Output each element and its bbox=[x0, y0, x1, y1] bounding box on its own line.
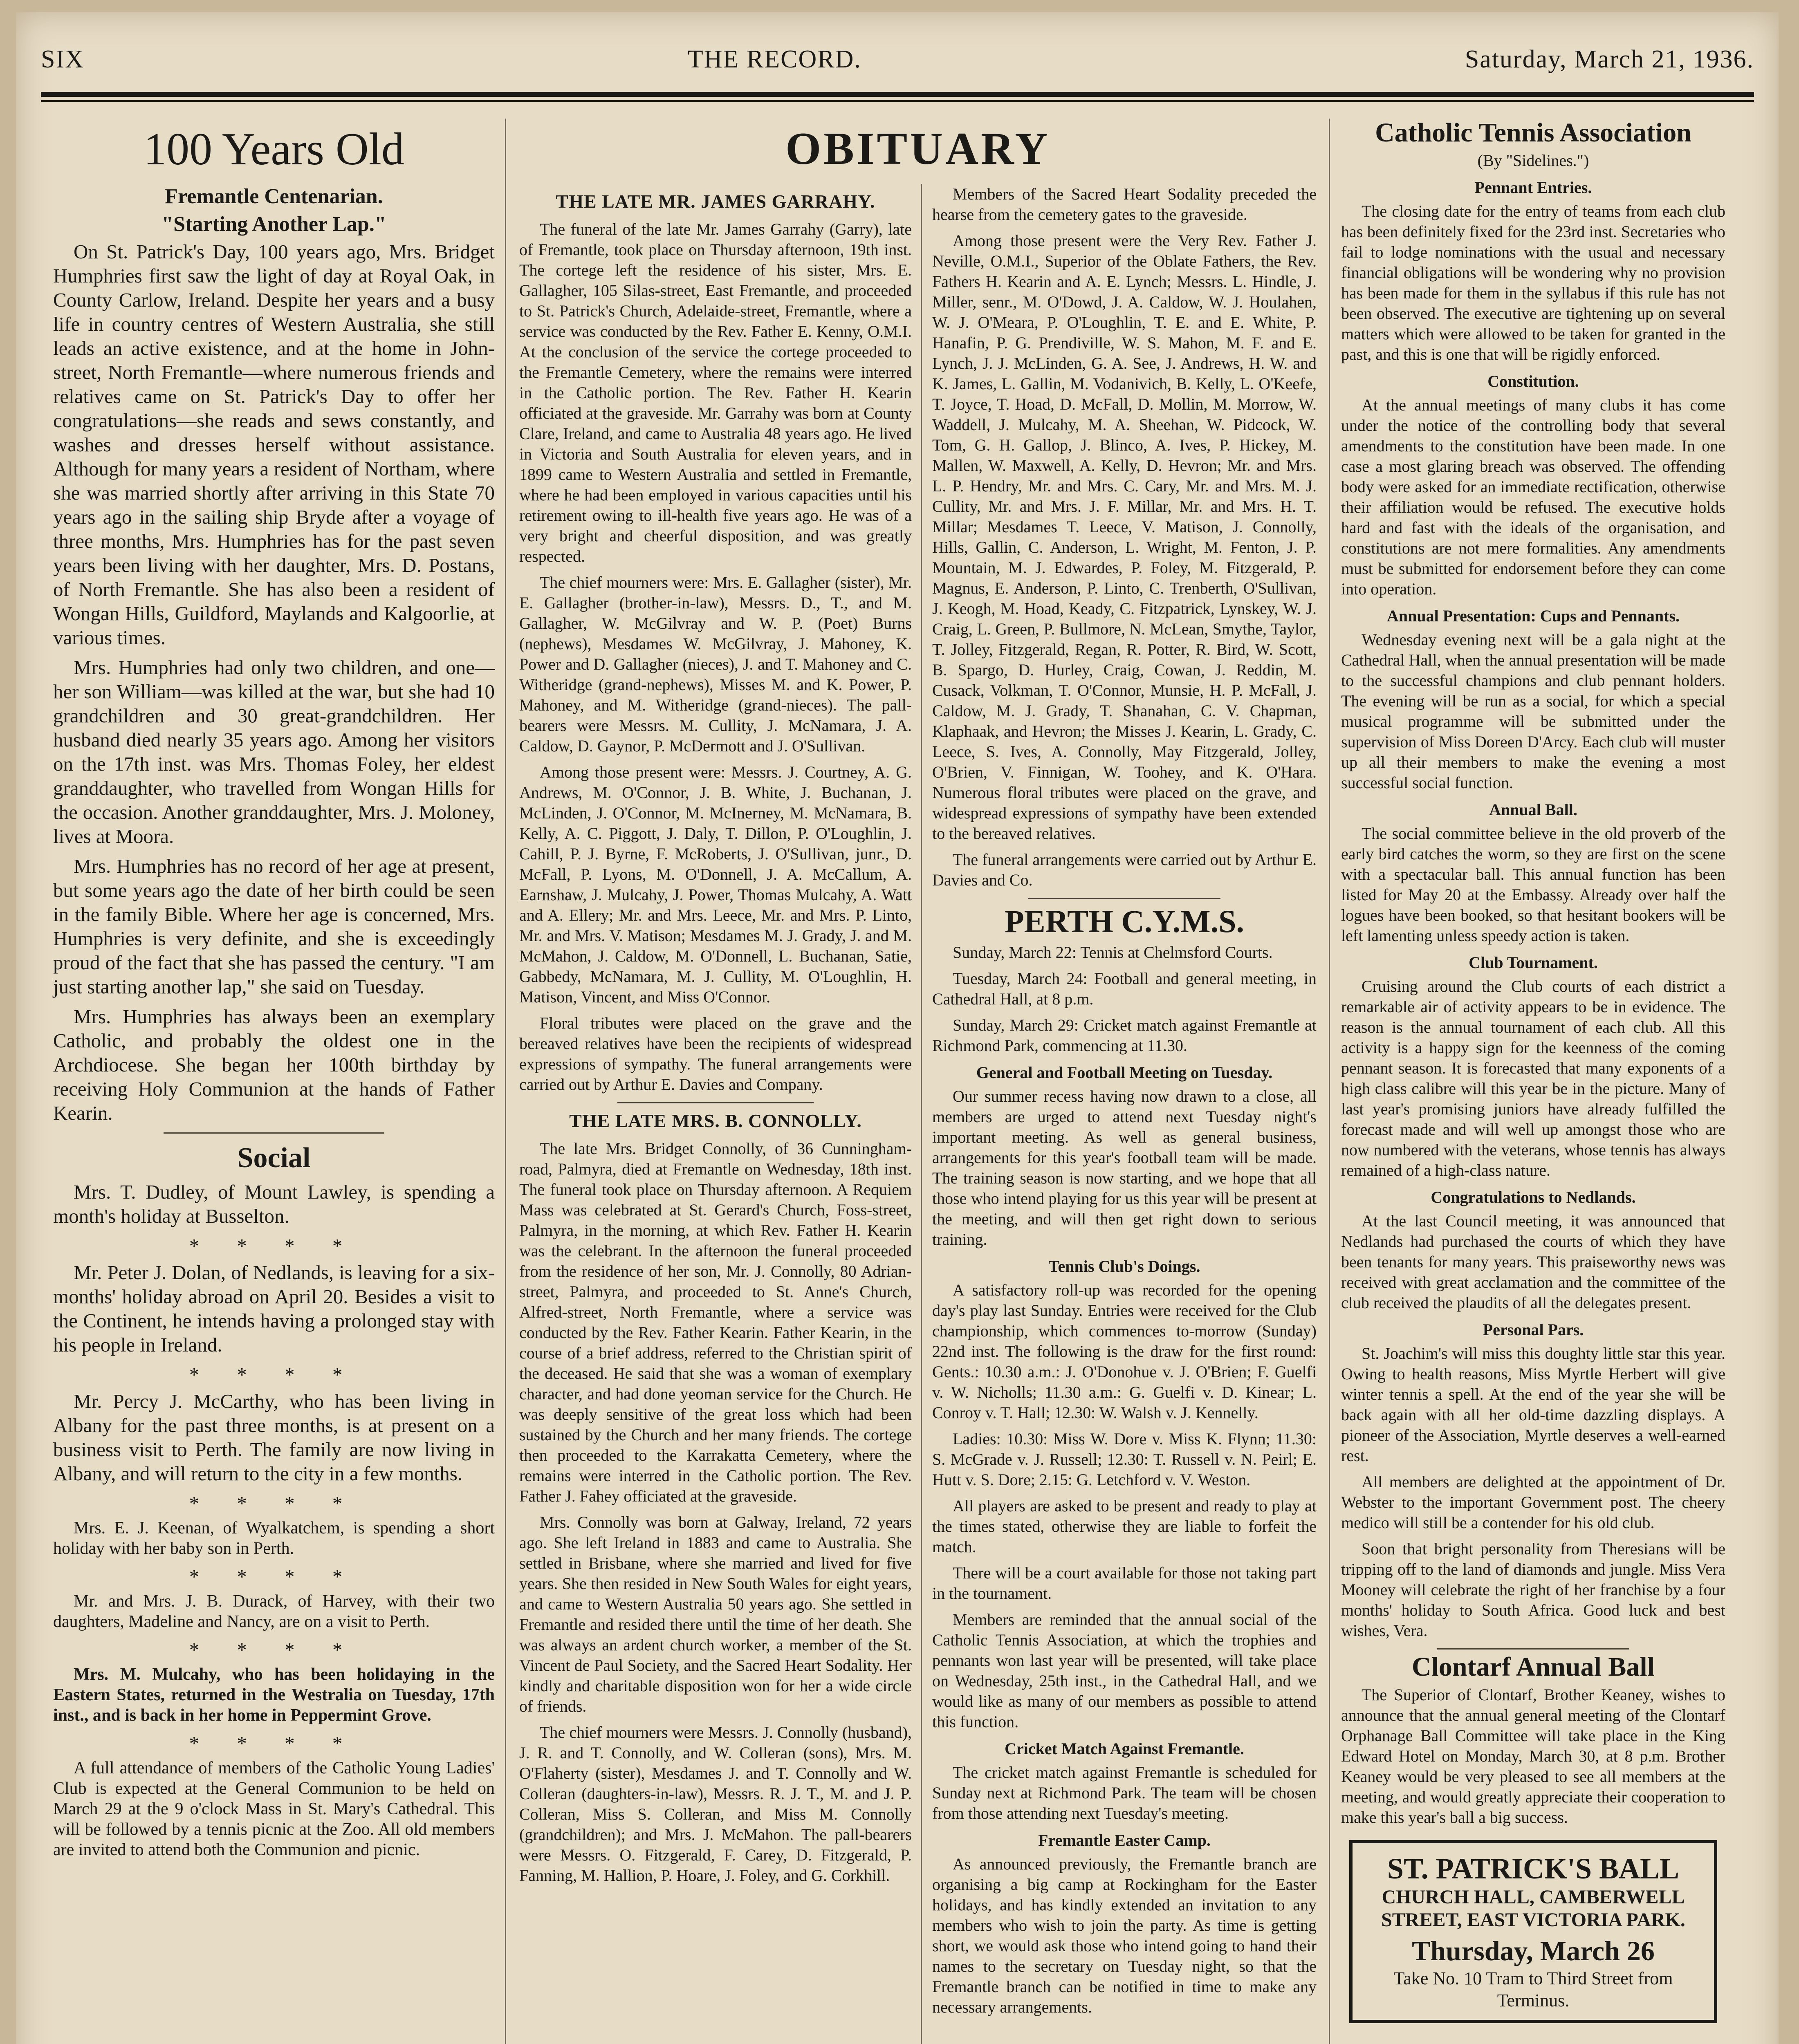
paragraph: Mrs. Humphries had only two children, and one—her son William—was killed at the war, but she had 10 grandchildren and 30 great-grandchildren. Her husband died nearly 35 years ago. Among her visitors on the 17th inst. was Mrs. Thomas Foley, her eldest granddaughter, who travelled from Wongan Hills for the occasion. Another granddaughter, Mrs. J. Moloney, lives at Moora. bbox=[53, 656, 495, 847]
newspaper-page bbox=[16, 12, 1779, 2044]
paragraph: All players are asked to be present and ready to play at the times stated, otherwise they are liable to forfeit the match. bbox=[932, 1497, 1317, 1556]
separator-stars: * * * * bbox=[189, 1492, 359, 1515]
separator-stars: * * * * bbox=[189, 1638, 359, 1661]
paragraph: Wednesday evening next will be a gala night at the Cathedral Hall, when the annual presentation will be made to the successful champions and club pennant holders. The evening will be run as a social, for which a special musical programme will be submitted under the supervision of Miss Doreen D'Arcy. Each club will muster up all their members to make the evening a most successful social function. bbox=[1341, 630, 1725, 792]
fixture: Sunday, March 22: Tennis at Chelmsford Courts. bbox=[953, 943, 1273, 961]
article-title: 100 Years Old bbox=[144, 124, 404, 175]
subheading: Personal Pars. bbox=[1483, 1320, 1584, 1339]
social-note: A full attendance of members of the Catholic Young Ladies' Club is expected at the General Communion to be held on March 29 at the 9 o'clock Mass in St. Mary's Cathedral. This will be followed by a tennis picnic at the Zoo. All old members are invited to attend both the Communion and picnic. bbox=[53, 1759, 495, 1859]
column-rule bbox=[505, 119, 506, 2044]
paragraph: All members are delighted at the appointment of Dr. Webster to the important Government post. The cheery medico will still be a contender for his old club. bbox=[1341, 1472, 1725, 1532]
social-note: Mrs. T. Dudley, of Mount Lawley, is spending a month's holiday at Busselton. bbox=[53, 1181, 495, 1227]
section-title: PERTH C.Y.M.S. bbox=[1005, 903, 1244, 939]
separator-stars: * * * * bbox=[189, 1732, 359, 1755]
paragraph: At the last Council meeting, it was announced that Nedlands had purchased the courts of which they have been tenants for many years. This praiseworthy news was received with great acclamation and the committee of the club received the plaudits of all the delegates present. bbox=[1341, 1212, 1725, 1312]
paragraph: The chief mourners were Messrs. J. Connolly (husband), J. R. and T. Connolly, and W. Colleran (sons), Mrs. M. O'Flaherty (sister), Mesdames J. and T. Connolly and W. Colleran (daughters-in-law), Messrs. R. J. T., M. and J. P. Colleran, Miss S. Colleran, and Miss M. Connolly (grandchildren); and Mrs. J. McMahon. The pall-bearers were Messrs. O. Fitzgerald, F. Carey, D. Fitzgerald, P. Fanning, M. Hallion, P. Hoare, J. Foley, and G. Corkhill. bbox=[519, 1723, 912, 1885]
social-note: Mr. Percy J. McCarthy, who has been living in Albany for the past three months, is at present on a business visit to Perth. The family are now living in Albany, and will return to the city in a few months. bbox=[53, 1390, 495, 1485]
issue-date: Saturday, March 21, 1936. bbox=[1465, 45, 1754, 73]
paragraph: On St. Patrick's Day, 100 years ago, Mrs. Bridget Humphries first saw the light of day at Royal Oak, in County Carlow, Ireland. Despite her years and a busy life in country centres of Western Australia, she still leads an active existence, and at the home in John-street, North Fremantle—where numerous friends and relatives came on St. Patrick's Day to offer her congratulations—she reads and sews constantly, and washes and dresses herself without assistance. Although for many years a resident of Northam, where she was married shortly after arriving in this State 70 years ago in the sailing ship Bryde after a voyage of three months, Mrs. Humphries has for the past seven years been living with her daughter, Mrs. D. Postans, of North Fremantle. She has also been a resident of Wongan Hills, Guildford, Maylands and Kalgoorlie, at various times. bbox=[53, 240, 495, 649]
paragraph: Members are reminded that the annual social of the Catholic Tennis Association, at which the trophies and pennants won last year will be presented, will take place on Wednesday, 25th inst., in the Cathedral Hall, and we would like as many of our members as possible to attend this function. bbox=[932, 1610, 1317, 1731]
subheading: Tennis Club's Doings. bbox=[1048, 1257, 1200, 1275]
divider bbox=[1028, 898, 1220, 899]
paragraph: Mrs. Connolly was born at Galway, Ireland, 72 years ago. She left Ireland in 1883 and came to Australia. She settled in Brisbane, where she married and lived for five years. She then resided in New South Wales for eight years, and came to Western Australia 50 years ago. She settled in Fremantle and resided there until the time of her death. She was always an ardent church worker, a member of the St. Vincent de Paul Society, and the Sacred Heart Sodality. Her kindly and charitable disposition won for her a wide circle of friends. bbox=[519, 1513, 912, 1715]
ad-date: Thursday, March 26 bbox=[1412, 1935, 1655, 1966]
social-note: Mr. Peter J. Dolan, of Nedlands, is leaving for a six-months' holiday abroad on April 20. Besides a visit to the Continent, he intends having a prolonged stay with his people in Ireland. bbox=[53, 1261, 495, 1356]
social-note: Mrs. E. J. Keenan, of Wyalkatchem, is spending a short holiday with her baby son in Perth. bbox=[53, 1519, 495, 1558]
column-centenarian bbox=[53, 119, 495, 1866]
paragraph: Our summer recess having now drawn to a close, all members are urged to attend next Tuesday night's important meeting. As well as general business, arrangements for this year's football team will be made. The training season is now starting, and we hope that all those who intend playing for us this year will be present at the meeting, and will then get right down to serious training. bbox=[932, 1087, 1317, 1248]
column-rule bbox=[1329, 119, 1330, 2044]
header-rule bbox=[41, 92, 1754, 97]
separator-stars: * * * * bbox=[189, 1363, 359, 1386]
social-note: Mrs. M. Mulcahy, who has been holidaying in the Eastern States, returned in the Westralia on Tuesday, 17th inst., and is back in her home in Peppermint Grove. bbox=[53, 1665, 495, 1725]
page-header bbox=[41, 41, 1754, 78]
obituary-heading: THE LATE MR. JAMES GARRAHY. bbox=[556, 191, 875, 212]
column-obituary bbox=[519, 184, 912, 1892]
paragraph: Cruising around the Club courts of each district a remarkable air of activity appears to be in evidence. The reason is the annual tournament of each club. All this activity is a happy sign for the keenness of the coming pennant season. It is forecasted that many exponents of a high class calibre will this year be in the picture. Many of last year's promising juniors have already fulfilled the forecast made and will well up amongst those who are now numbered with the veterans, whose tennis has always remained of a high-class nature. bbox=[1341, 977, 1725, 1179]
subheading: Fremantle Easter Camp. bbox=[1038, 1831, 1211, 1849]
header-rule-thin bbox=[41, 100, 1754, 102]
paragraph: A satisfactory roll-up was recorded for the opening day's play last Sunday. Entries were received for the Club championship, which commences to-morrow (Sunday) 22nd inst. The following is the draw for the first round: Gents.: 10.30 a.m.: J. O'Donohue v. J. O'Brien; F. Guelfi v. W. Nicholls; 11.30 a.m.: G. Guelfi v. D. Kinear; L. Conroy v. T. Hall; 12.30: W. Walsh v. J. Kennelly. bbox=[932, 1281, 1317, 1422]
subheading: Cricket Match Against Fremantle. bbox=[1005, 1739, 1244, 1758]
subheading: Congratulations to Nedlands. bbox=[1431, 1188, 1636, 1206]
masthead: THE RECORD. bbox=[687, 45, 861, 73]
column-rule bbox=[921, 184, 922, 2044]
paragraph: There will be a court available for those not taking part in the tournament. bbox=[932, 1564, 1317, 1602]
divider bbox=[617, 1102, 814, 1103]
page-number: SIX bbox=[41, 45, 84, 73]
paragraph: The chief mourners were: Mrs. E. Gallagher (sister), Mr. E. Gallagher (brother-in-law), Messrs. D., T., and M. Gallagher, W. McGilvray and W. P. (Poet) Burns (nephews), Mesdames W. McGilvray, J. Mahoney, K. Power and D. Gallagher (nieces), J. and T. Mahoney and C. Witheridge (grand-nephews), Misses M. and K. Power, P. Mahoney, and M. Witheridge (grand-nieces). The pall-bearers were Messrs. M. Cullity, J. McNamara, J. A. Caldow, D. Gaynor, P. McDermott and J. O'Sullivan. bbox=[519, 573, 912, 755]
paragraph: Among those present were: Messrs. J. Courtney, A. G. Andrews, M. O'Connor, J. B. White, J. Buchanan, J. McLinden, J. O'Connor, M. McInerney, M. McNamara, B. Kelly, A. C. Piggott, J. Daly, T. Dillon, P. O'Loughlin, J. Cahill, P. J. Byrne, F. McRoberts, J. O'Sullivan, junr., D. McFall, P. Lyons, M. O'Donnell, J. A. McCallum, A. Earnshaw, J. Mulcahy, J. Power, Thomas Mulcahy, A. Watt and A. Ellery; Mr. and Mrs. Leece, Mr. and Mrs. P. Linto, Mr. and Mrs. V. Matison; Mesdames M. J. Grady, J. and M. McMahon, J. Caldow, M. O'Donnell, L. Buchanan, Satie, Gabbedy, McNamara, M. J. Cullity, M. O'Loughlin, H. Matison, Vincent, and Miss O'Connor. bbox=[519, 763, 912, 1006]
paragraph: The funeral of the late Mr. James Garrahy (Garry), late of Fremantle, took place on Thursday afternoon, 19th inst. The cortege left the residence of his sister, Mrs. E. Gallagher, 105 Silas-street, East Fremantle, and proceeded to St. Patrick's Church, Adelaide-street, Fremantle, where a service was conducted by the Rev. Father E. Kenny, O.M.I. At the conclusion of the service the cortege proceeded to the Fremantle Cemetery, where the remains were interred in the Catholic portion. The Rev. Father H. Kearin officiated at the graveside. Mr. Garrahy was born at County Clare, Ireland, and came to Australia 48 years ago. He lived in Victoria and South Australia for eleven years, and in 1899 came to Western Australia and settled in Fremantle, where he had been employed in various capacities until his retirement owing to ill-health five years ago. He was of a very bright and cheerful disposition, and was greatly respected. bbox=[519, 220, 912, 565]
paragraph: The cricket match against Fremantle is scheduled for Sunday next at Richmond Park. The team will be chosen from those attending next Tuesday's meeting. bbox=[932, 1763, 1317, 1822]
divider bbox=[1437, 1648, 1629, 1650]
column-tennis-association bbox=[1341, 119, 1725, 2023]
paragraph: Floral tributes were placed on the grave and the bereaved relatives have been the recipients of widespread expressions of sympathy. The funeral arrangements were carried out by Arthur E. Davies and Company. bbox=[519, 1014, 912, 1094]
paragraph: The social committee believe in the old proverb of the early bird catches the worm, so they are first on the scene with a spectacular ball. This annual function has been listed for May 20 at the Embassy. Already over half the logues have been booked, so that hesitant bookers will be left lamenting unless speedy action is taken. bbox=[1341, 824, 1725, 945]
ball-advertisement bbox=[1349, 1840, 1717, 2023]
divider bbox=[164, 1132, 384, 1134]
paragraph: As announced previously, the Fremantle branch are organising a big camp at Rockingham for the Easter holidays, and has kindly extended an invitation to any members who wish to join the party. As time is getting short, we would ask those who intend going to hand their names to the secretary on Tuesday night, so that the Fremantle branch can be notified in time to make any necessary arrangements. bbox=[932, 1855, 1317, 2016]
subheading: Annual Ball. bbox=[1489, 800, 1577, 819]
byline: (By "Sidelines.") bbox=[1477, 151, 1589, 170]
paragraph: Mrs. Humphries has no record of her age at present, but some years ago the date of her birth could be seen in the family Bible. Where her age is concerned, Mrs. Humphries is very definite, and she is exceedingly proud of the fact that she has passed the century. "I am just starting another lap," she said on Tuesday. bbox=[53, 855, 495, 998]
subheading: General and Football Meeting on Tuesday. bbox=[976, 1063, 1273, 1082]
column-cyms bbox=[932, 184, 1317, 2023]
separator-stars: * * * * bbox=[189, 1235, 359, 1257]
paragraph: The Superior of Clontarf, Brother Keaney, wishes to announce that the annual general meeting of the Clontarf Orphanage Ball Committee will take place in the King Edward Hotel on Monday, March 30, at 8 p.m. Brother Keaney would be very pleased to see all members at the meeting, and would greatly appreciate their cooperation to make this year's ball a big success. bbox=[1341, 1685, 1725, 1827]
ad-title: ST. PATRICK'S BALL bbox=[1387, 1852, 1680, 1885]
section-title: Social bbox=[237, 1142, 311, 1174]
fixture: Tuesday, March 24: Football and general meeting, in Cathedral Hall, at 8 p.m. bbox=[932, 969, 1317, 1008]
subheading: Pennant Entries. bbox=[1474, 178, 1592, 197]
section-title: Clontarf Annual Ball bbox=[1411, 1652, 1655, 1682]
subheading: Annual Presentation: Cups and Pennants. bbox=[1386, 607, 1680, 625]
paragraph: Members of the Sacred Heart Sodality preceded the hearse from the cemetery gates to the graveside. bbox=[932, 185, 1317, 224]
subheading: Constitution. bbox=[1487, 372, 1579, 390]
paragraph: Mrs. Humphries has always been an exemplary Catholic, and probably the oldest one in the Archdiocese. She began her 100th birthday by receiving Holy Communion at the hands of Father Kearin. bbox=[53, 1005, 495, 1124]
paragraph: Among those present were the Very Rev. Father J. Neville, O.M.I., Superior of the Oblate Fathers, the Rev. Fathers H. Kearin and A. E. Lynch; Messrs. L. Hindle, J. Miller, senr., M. O'Dowd, J. A. Caldow, W. J. Houlahen, W. J. O'Meara, P. O'Loughlin, T. E. and E. White, P. Hanafin, P. G. Prendiville, W. S. Mahon, M. F. and E. Lynch, J. J. McLinden, G. A. See, J. Andrews, H. W. and K. James, L. Gallin, M. Vodanivich, B. Kelly, L. O'Keefe, T. Joyce, T. Hoad, D. McFall, D. Mollin, M. Morrow, W. Waddell, J. Mulcahy, M. A. Sheehan, W. Pidcock, W. Tom, G. H. Gallop, J. Blinco, A. Ives, P. Hickey, M. Mallen, W. Maxwell, A. Kelly, D. Hevron; Mr. and Mrs. L. P. Hendry, Mr. and Mrs. C. Cary, Mr. and Mrs. M. J. Cullity, Mr. and Mrs. J. F. Millar, Mr. and Mrs. H. T. Millar; Mesdames T. Leece, V. Matison, J. Connolly, Hills, Gallin, C. Anderson, L. Wright, M. Fenton, J. P. Mountain, M. J. Edwardes, P. Foley, M. Fitzgerald, P. Magnus, E. Anderson, P. Linto, C. Trenberth, O'Sullivan, J. Keogh, M. Hoad, Keady, C. Fitzpatrick, Lynskey, W. J. Craig, L. Green, P. Bullmore, N. McLean, Smythe, Taylor, T. Jolley, Fitzgerald, Regan, R. Potter, R. Bird, W. Scott, B. Spargo, D. Hurley, Craig, Cowan, J. Reddin, M. Cusack, Volkman, T. O'Connor, Munsie, H. P. McFall, J. Caldow, M. J. Grady, T. Shanahan, C. V. Chapman, Klaphaak, and Hevron; the Misses J. Kearin, L. Grady, C. Leece, S. Ives, A. Connolly, May Fitzgerald, Jolley, O'Brien, V. Finnigan, W. Toohey, and K. O'Hara. Numerous floral tributes were placed on the grave, and widespread expressions of sympathy have been extended to the bereaved relatives. bbox=[932, 231, 1317, 843]
article-subtitle: Fremantle Centenarian. bbox=[165, 185, 383, 208]
paragraph: Ladies: 10.30: Miss W. Dore v. Miss K. Flynn; 11.30: S. McGrade v. J. Russell; 12.30: T. Russell v. N. Peirl; E. Hutt v. S. Dore; 2.15: G. Letchford v. V. Weston. bbox=[932, 1430, 1317, 1489]
section-title: Catholic Tennis Association bbox=[1375, 118, 1691, 148]
article-subtitle: "Starting Another Lap." bbox=[162, 213, 386, 236]
ad-note: Take No. 10 Tram to Third Street from Terminus. bbox=[1393, 1968, 1673, 2010]
paragraph: The funeral arrangements were carried out by Arthur E. Davies and Co. bbox=[932, 850, 1317, 889]
obituary-title: OBITUARY bbox=[785, 123, 1050, 174]
paragraph: The closing date for the entry of teams from each club has been definitely fixed for the 23rd inst. Secretaries who fail to lodge nominations with the usual and necessary financial obligations will be wondering why no provision has been made for them in the syllabus if this rule has not been observed. The executive are tightening up on several matters which were allowed to be taken for granted in the past, and this is one that will be rigidly enforced. bbox=[1341, 202, 1725, 363]
social-note: Mr. and Mrs. J. B. Durack, of Harvey, with their two daughters, Madeline and Nancy, are on a visit to Perth. bbox=[53, 1592, 495, 1631]
ad-venue: CHURCH HALL, CAMBERWELL STREET, EAST VICTORIA PARK. bbox=[1381, 1886, 1685, 1931]
obituary-heading: THE LATE MRS. B. CONNOLLY. bbox=[569, 1110, 862, 1131]
paragraph: Soon that bright personality from Theresians will be tripping off to the land of diamonds and jungle. Miss Vera Mooney will celebrate the right of her franchise by a four months' holiday to South Africa. Good luck and best wishes, Vera. bbox=[1341, 1540, 1725, 1640]
separator-stars: * * * * bbox=[189, 1565, 359, 1588]
subheading: Club Tournament. bbox=[1469, 953, 1598, 972]
paragraph: At the annual meetings of many clubs it has come under the notice of the controlling body that several amendments to the constitution have been made. In one case a most glaring breach was observed. The offending body were asked for an immediate rectification, otherwise their affiliation would be refused. The executive holds hard and fast with the ideals of the organisation, and constitutions are not mere formalities. Any amendments must be submitted for endorsement before they can come into operation. bbox=[1341, 396, 1725, 598]
paragraph: St. Joachim's will miss this doughty little star this year. Owing to health reasons, Miss Myrtle Herbert will give winter tennis a spell. At the end of the year she will be back again with all her old-time dazzling displays. A pioneer of the Association, Myrtle deserves a well-earned rest. bbox=[1341, 1344, 1725, 1465]
fixture: Sunday, March 29: Cricket match against Fremantle at Richmond Park, commencing at 11.30. bbox=[932, 1016, 1317, 1055]
paragraph: The late Mrs. Bridget Connolly, of 36 Cunningham-road, Palmyra, died at Fremantle on Wednesday, 18th inst. The funeral took place on Thursday afternoon. A Requiem Mass was celebrated at St. Gerard's Church, Foss-street, Palmyra, in the morning, at which Rev. Father H. Kearin was the celebrant. In the afternoon the funeral proceeded from the residence of her son, Mr. J. Connolly, 80 Adrian-street, Palmyra, and proceeded to St. Anne's Church, Alfred-street, North Fremantle, where a service was conducted by the Rev. Father Kearin. Father Kearin, in the course of a brief address, referred to the Christian spirit of the deceased. He said that she was a woman of exemplary character, and had done yeoman service for the Church. He was deeply sensitive of the great loss which had been sustained by the Church and her many friends. The cortege then proceeded to the Karrakatta Cemetery, where the remains were interred in the Catholic portion. The Rev. Father J. Fahey officiated at the graveside. bbox=[519, 1139, 912, 1505]
